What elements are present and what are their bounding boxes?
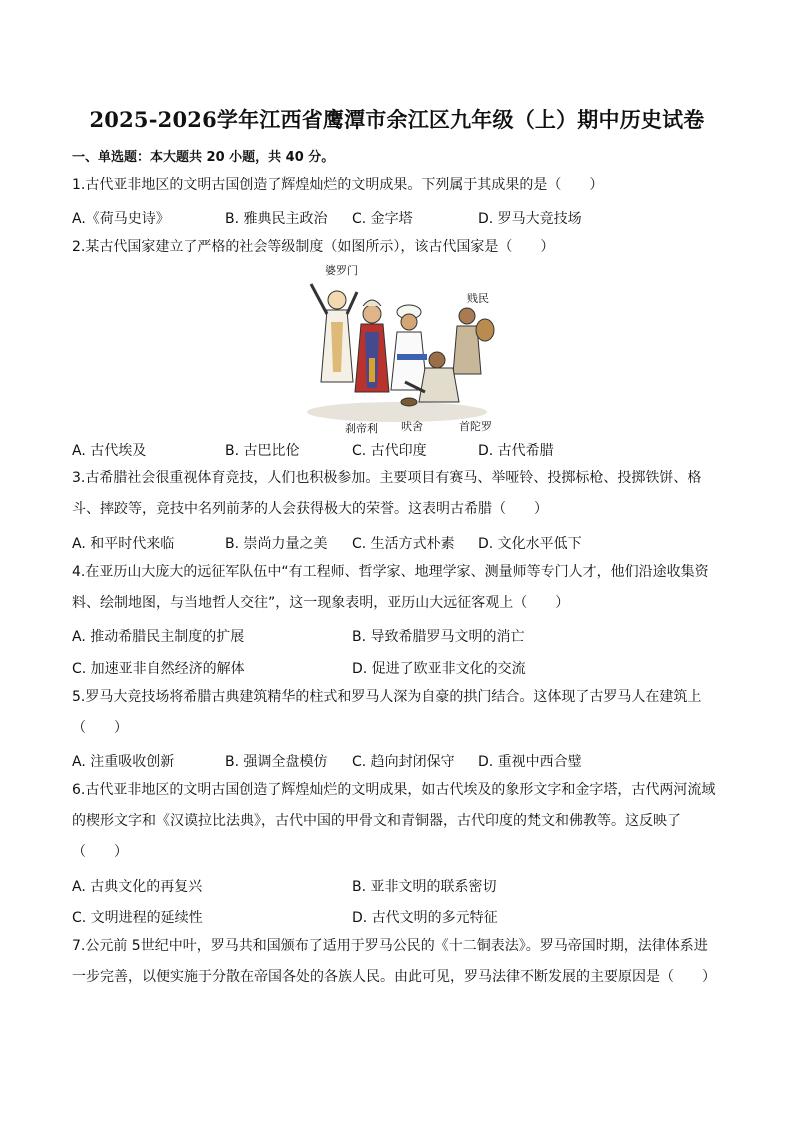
option-d: D. 文化水平低下 xyxy=(478,536,582,552)
caste-figures-image xyxy=(297,262,497,434)
option-c: C. 文明进程的延续性 xyxy=(72,910,203,926)
label-shudra: 首陀罗 xyxy=(459,420,492,433)
brahmin-figure xyxy=(311,284,357,382)
caste-hierarchy-illustration xyxy=(297,262,497,434)
option-d: D. 重视中西合璧 xyxy=(478,754,582,770)
dalit-figure xyxy=(453,308,494,374)
question-text-line-2: 一步完善，以便实施于分散在帝国各处的各族人民。由此可见，罗马法律不断发展的主要原因是（ ） xyxy=(72,969,716,985)
question-text: 1.古代亚非地区的文明古国创造了辉煌灿烂的文明成果。下列属于其成果的是（ ） xyxy=(72,177,604,193)
question-text-line-3: （ ） xyxy=(72,844,128,860)
option-a: A. 和平时代来临 xyxy=(72,536,175,552)
page-title: 2025-2026学年江西省鹰潭市余江区九年级（上）期中历史试卷 xyxy=(89,107,705,132)
option-b: B. 亚非文明的联系密切 xyxy=(352,879,497,895)
option-d: D. 罗马大竞技场 xyxy=(478,211,582,227)
option-d: D. 促进了欧亚非文化的交流 xyxy=(352,661,526,677)
label-vaishya: 吠舍 xyxy=(401,420,423,433)
question-3 xyxy=(72,463,722,525)
question-text-line-1: 4.在亚历山大庞大的远征军队伍中“有工程师、哲学家、地理学家、测量师等专门人才，他们沿途收集资 xyxy=(72,564,709,580)
option-c: C. 生活方式朴素 xyxy=(352,536,455,552)
vaishya-figure xyxy=(391,305,427,390)
question-5 xyxy=(72,682,722,744)
question-7 xyxy=(72,931,722,993)
section-heading: 一、单选题：本大题共 20 小题，共 40 分。 xyxy=(72,150,335,165)
option-a: A. 古代埃及 xyxy=(72,443,147,459)
option-c: C. 加速亚非自然经济的解体 xyxy=(72,661,245,677)
option-a: A.《荷马史诗》 xyxy=(72,211,170,227)
kshatriya-figure xyxy=(355,300,389,392)
label-brahmin: 婆罗门 xyxy=(325,264,358,277)
question-6 xyxy=(72,775,722,868)
option-d: D. 古代文明的多元特征 xyxy=(352,910,498,926)
option-a: A. 古典文化的再复兴 xyxy=(72,879,203,895)
question-2 xyxy=(72,232,722,263)
option-b: B. 雅典民主政治 xyxy=(225,211,328,227)
question-text-line-2: （ ） xyxy=(72,720,128,736)
option-c: C. 金字塔 xyxy=(352,211,413,227)
question-text-line-2: 料、绘制地图，与当地哲人交往”，这一现象表明，亚历山大远征客观上（ ） xyxy=(72,595,570,611)
option-b: B. 导致希腊罗马文明的消亡 xyxy=(352,629,525,645)
question-1 xyxy=(72,170,722,201)
option-a: A. 推动希腊民主制度的扩展 xyxy=(72,629,245,645)
question-4 xyxy=(72,557,722,619)
option-b: B. 崇尚力量之美 xyxy=(225,536,328,552)
option-c: C. 古代印度 xyxy=(352,443,427,459)
question-text-line-1: 5.罗马大竞技场将希腊古典建筑精华的柱式和罗马人深为自豪的拱门结合。这体现了古罗马人在建筑上 xyxy=(72,689,702,705)
question-text-line-2: 的楔形文字和《汉谟拉比法典》，古代中国的甲骨文和青铜器，古代印度的梵文和佛教等。这反映了 xyxy=(72,813,681,829)
label-kshatriya: 刹帝利 xyxy=(345,422,378,435)
option-a: A. 注重吸收创新 xyxy=(72,754,175,770)
question-text-line-2: 斗、摔跤等，竞技中名列前茅的人会获得极大的荣誉。这表明古希腊（ ） xyxy=(72,501,548,517)
question-text-line-1: 7.公元前 5世纪中叶，罗马共和国颁布了适用于罗马公民的《十二铜表法》。罗马帝国时期，法律体系进 xyxy=(72,938,708,954)
question-text: 2.某古代国家建立了严格的社会等级制度（如图所示），该古代国家是（ ） xyxy=(72,239,555,255)
option-b: B. 强调全盘模仿 xyxy=(225,754,328,770)
option-c: C. 趋向封闭保守 xyxy=(352,754,455,770)
option-d: D. 古代希腊 xyxy=(478,443,554,459)
question-text-line-1: 3.古希腊社会很重视体育竞技，人们也积极参加。主要项目有赛马、举哑铃、投掷标枪、投掷铁饼、格 xyxy=(72,470,702,486)
label-dalit: 贱民 xyxy=(467,292,489,305)
option-b: B. 古巴比伦 xyxy=(225,443,300,459)
question-text-line-1: 6.古代亚非地区的文明古国创造了辉煌灿烂的文明成果，如古代埃及的象形文字和金字塔，古代两河流域 xyxy=(72,782,716,798)
